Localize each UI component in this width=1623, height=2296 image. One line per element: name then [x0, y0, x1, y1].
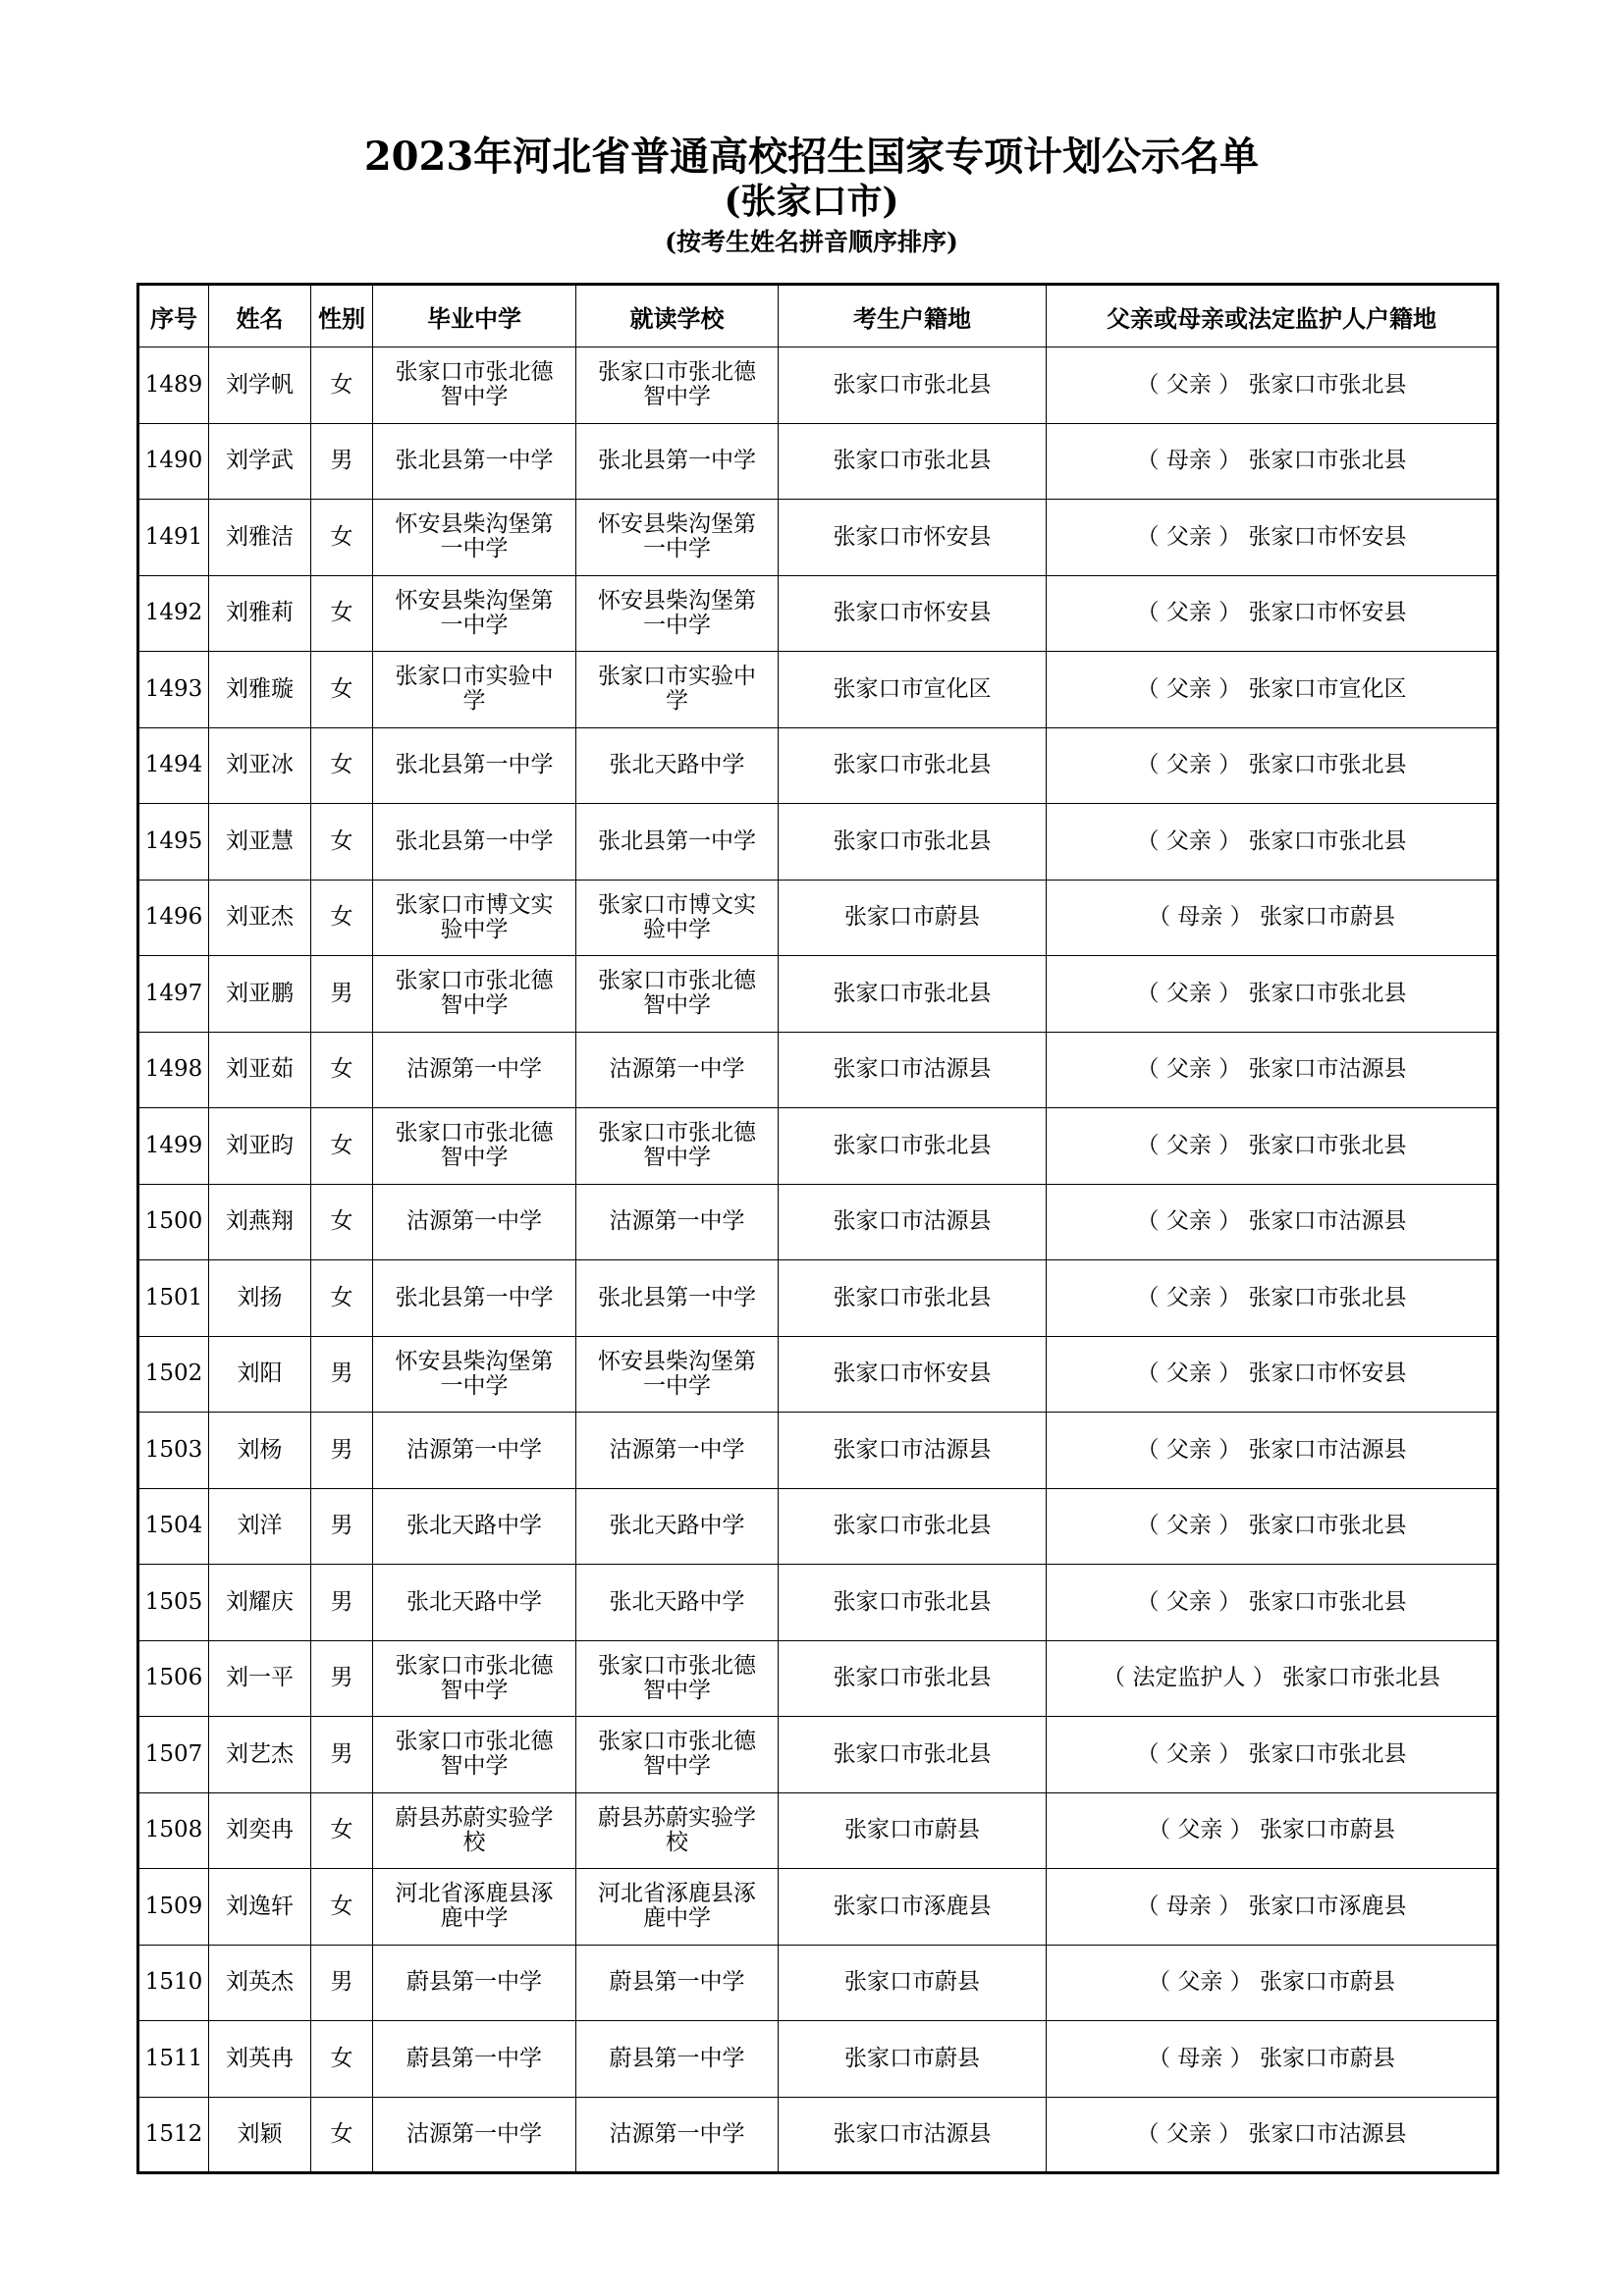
cell-name: 刘逸轩: [209, 1869, 311, 1946]
cell-household: 张家口市沽源县: [779, 1184, 1047, 1260]
cell-guardian: （ 父亲 ） 张家口市沽源县: [1047, 1184, 1498, 1260]
cell-guardian: （ 父亲 ） 张家口市沽源县: [1047, 1413, 1498, 1489]
cell-gender: 男: [311, 1488, 373, 1565]
cell-seq: 1506: [138, 1640, 209, 1717]
cell-current-school: [576, 2021, 779, 2098]
cell-seq: 1503: [138, 1413, 209, 1489]
cell-household: 张家口市怀安县: [779, 575, 1047, 652]
cell-guardian: （ 母亲 ） 张家口市张北县: [1047, 423, 1498, 500]
cell-guardian: （ 父亲 ） 张家口市怀安县: [1047, 1336, 1498, 1413]
cell-grad-school-text: 张家口市张北德智中学: [395, 1729, 554, 1780]
cell-household: 张家口市张北县: [779, 1488, 1047, 1565]
cell-guardian: （ 父亲 ） 张家口市宣化区: [1047, 652, 1498, 728]
header-grad-school: 毕业中学: [373, 285, 576, 347]
cell-household: 张家口市沽源县: [779, 1413, 1047, 1489]
cell-current-school-text: 张家口市张北德智中学: [598, 1652, 756, 1703]
cell-current-school: [576, 1413, 779, 1489]
cell-seq: 1510: [138, 1945, 209, 2021]
cell-grad-school: [373, 1640, 576, 1717]
cell-grad-school-text: 张家口市实验中学: [395, 664, 554, 715]
cell-household: 张家口市张北县: [779, 956, 1047, 1033]
cell-current-school-text: 张北县第一中学: [598, 1284, 756, 1310]
cell-guardian: （ 父亲 ） 张家口市张北县: [1047, 1260, 1498, 1337]
cell-name: 刘亚昀: [209, 1108, 311, 1185]
cell-household: 张家口市宣化区: [779, 652, 1047, 728]
cell-gender: 女: [311, 1260, 373, 1337]
cell-guardian: （ 父亲 ） 张家口市沽源县: [1047, 1032, 1498, 1108]
cell-grad-school-text: 蔚县第一中学: [406, 1969, 542, 1996]
cell-grad-school: [373, 1945, 576, 2021]
document-title: 2023年河北省普通高校招生国家专项计划公示名单: [363, 133, 1260, 180]
cell-name: 刘学武: [209, 423, 311, 500]
cell-guardian: （ 父亲 ） 张家口市张北县: [1047, 804, 1498, 881]
table-row: [138, 652, 1498, 728]
cell-grad-school-text: 怀安县柴沟堡第一中学: [395, 511, 554, 562]
cell-grad-school-text: 蔚县第一中学: [406, 2045, 542, 2071]
cell-grad-school: [373, 804, 576, 881]
cell-gender: 女: [311, 2021, 373, 2098]
cell-gender: 女: [311, 727, 373, 804]
cell-current-school-text: 张家口市张北德智中学: [598, 359, 756, 410]
cell-seq: 1489: [138, 347, 209, 424]
cell-grad-school-text: 蔚县苏蔚实验学校: [395, 1804, 554, 1855]
cell-seq: 1512: [138, 2097, 209, 2173]
cell-name: 刘亚鹏: [209, 956, 311, 1033]
cell-household: 张家口市蔚县: [779, 1945, 1047, 2021]
cell-household: 张家口市怀安县: [779, 1336, 1047, 1413]
cell-household: 张家口市张北县: [779, 1717, 1047, 1793]
cell-name: 刘亚慧: [209, 804, 311, 881]
cell-name: 刘雅莉: [209, 575, 311, 652]
cell-grad-school: [373, 423, 576, 500]
cell-guardian: （ 母亲 ） 张家口市涿鹿县: [1047, 1869, 1498, 1946]
cell-grad-school-text: 张家口市张北德智中学: [395, 968, 554, 1019]
cell-guardian: （ 法定监护人 ） 张家口市张北县: [1047, 1640, 1498, 1717]
cell-grad-school-text: 河北省涿鹿县涿鹿中学: [395, 1881, 554, 1932]
cell-current-school-text: 张北天路中学: [609, 1513, 745, 1539]
cell-name: 刘亚冰: [209, 727, 311, 804]
cell-guardian: （ 父亲 ） 张家口市沽源县: [1047, 2097, 1498, 2173]
cell-gender: 男: [311, 1717, 373, 1793]
cell-grad-school: [373, 2097, 576, 2173]
table-row: [138, 1717, 1498, 1793]
table-row: [138, 1184, 1498, 1260]
cell-current-school: [576, 2097, 779, 2173]
cell-guardian: （ 父亲 ） 张家口市张北县: [1047, 1488, 1498, 1565]
cell-gender: 男: [311, 1336, 373, 1413]
table-row: [138, 2097, 1498, 2173]
cell-grad-school: [373, 500, 576, 576]
cell-grad-school-text: 张家口市张北德智中学: [395, 359, 554, 410]
cell-grad-school-text: 张北县第一中学: [395, 752, 554, 778]
cell-current-school: [576, 956, 779, 1033]
cell-gender: 女: [311, 880, 373, 956]
table-body: [138, 347, 1498, 2173]
cell-guardian: （ 父亲 ） 张家口市蔚县: [1047, 1792, 1498, 1869]
cell-grad-school-text: 张家口市张北德智中学: [395, 1652, 554, 1703]
cell-current-school-text: 张家口市张北德智中学: [598, 1729, 756, 1780]
cell-current-school: [576, 727, 779, 804]
cell-current-school: [576, 652, 779, 728]
header-seq: 序号: [138, 285, 209, 347]
cell-seq: 1498: [138, 1032, 209, 1108]
cell-name: 刘奕冉: [209, 1792, 311, 1869]
cell-current-school: [576, 804, 779, 881]
cell-household: 张家口市沽源县: [779, 2097, 1047, 2173]
cell-gender: 女: [311, 1032, 373, 1108]
cell-household: 张家口市蔚县: [779, 880, 1047, 956]
cell-grad-school-text: 沽源第一中学: [406, 1056, 542, 1083]
cell-current-school-text: 蔚县第一中学: [609, 2045, 745, 2071]
cell-grad-school-text: 张北县第一中学: [395, 448, 554, 474]
cell-seq: 1509: [138, 1869, 209, 1946]
cell-current-school: [576, 1488, 779, 1565]
cell-household: 张家口市张北县: [779, 1640, 1047, 1717]
cell-seq: 1492: [138, 575, 209, 652]
cell-household: 张家口市涿鹿县: [779, 1869, 1047, 1946]
table-row: [138, 1640, 1498, 1717]
cell-current-school: [576, 1792, 779, 1869]
cell-current-school: [576, 1717, 779, 1793]
cell-grad-school: [373, 880, 576, 956]
cell-gender: 女: [311, 652, 373, 728]
cell-gender: 男: [311, 1413, 373, 1489]
cell-current-school-text: 河北省涿鹿县涿鹿中学: [598, 1881, 756, 1932]
table-row: [138, 1869, 1498, 1946]
table-row: [138, 956, 1498, 1033]
cell-name: 刘一平: [209, 1640, 311, 1717]
cell-current-school: [576, 500, 779, 576]
cell-current-school-text: 沽源第一中学: [609, 2120, 745, 2147]
cell-grad-school: [373, 1260, 576, 1337]
table-row: [138, 347, 1498, 424]
cell-current-school-text: 张北县第一中学: [598, 448, 756, 474]
cell-grad-school: [373, 652, 576, 728]
cell-gender: 男: [311, 1565, 373, 1641]
table-row: [138, 1792, 1498, 1869]
cell-current-school-text: 蔚县第一中学: [609, 1969, 745, 1996]
table-row: [138, 1413, 1498, 1489]
cell-current-school: [576, 1336, 779, 1413]
cell-name: 刘雅洁: [209, 500, 311, 576]
cell-current-school: [576, 1032, 779, 1108]
cell-seq: 1491: [138, 500, 209, 576]
cell-current-school-text: 张北天路中学: [609, 752, 745, 778]
cell-grad-school-text: 沽源第一中学: [406, 1208, 542, 1235]
cell-grad-school: [373, 2021, 576, 2098]
cell-household: 张家口市张北县: [779, 347, 1047, 424]
table-row: [138, 727, 1498, 804]
cell-current-school: [576, 1184, 779, 1260]
cell-name: 刘阳: [209, 1336, 311, 1413]
cell-gender: 女: [311, 2097, 373, 2173]
cell-guardian: （ 父亲 ） 张家口市张北县: [1047, 1565, 1498, 1641]
table-row: [138, 1032, 1498, 1108]
cell-seq: 1490: [138, 423, 209, 500]
table-row: [138, 575, 1498, 652]
cell-grad-school-text: 怀安县柴沟堡第一中学: [395, 587, 554, 638]
cell-guardian: （ 父亲 ） 张家口市张北县: [1047, 347, 1498, 424]
cell-guardian: （ 母亲 ） 张家口市蔚县: [1047, 880, 1498, 956]
cell-household: 张家口市张北县: [779, 804, 1047, 881]
cell-grad-school: [373, 1108, 576, 1185]
cell-grad-school: [373, 347, 576, 424]
cell-name: 刘耀庆: [209, 1565, 311, 1641]
cell-gender: 女: [311, 1869, 373, 1946]
cell-gender: 女: [311, 347, 373, 424]
cell-current-school: [576, 1945, 779, 2021]
document-subtitle-city: (张家口市): [724, 181, 899, 222]
cell-seq: 1505: [138, 1565, 209, 1641]
cell-current-school: [576, 1869, 779, 1946]
cell-seq: 1499: [138, 1108, 209, 1185]
cell-grad-school: [373, 727, 576, 804]
cell-gender: 男: [311, 1640, 373, 1717]
cell-current-school: [576, 1260, 779, 1337]
header-household: 考生户籍地: [779, 285, 1047, 347]
cell-name: 刘洋: [209, 1488, 311, 1565]
cell-grad-school: [373, 1413, 576, 1489]
cell-seq: 1511: [138, 2021, 209, 2098]
cell-name: 刘颖: [209, 2097, 311, 2173]
cell-seq: 1507: [138, 1717, 209, 1793]
cell-grad-school-text: 沽源第一中学: [406, 2120, 542, 2147]
cell-grad-school-text: 怀安县柴沟堡第一中学: [395, 1348, 554, 1399]
cell-current-school-text: 沽源第一中学: [609, 1056, 745, 1083]
cell-name: 刘杨: [209, 1413, 311, 1489]
cell-current-school: [576, 423, 779, 500]
cell-current-school: [576, 1640, 779, 1717]
cell-guardian: （ 父亲 ） 张家口市张北县: [1047, 1108, 1498, 1185]
cell-name: 刘雅璇: [209, 652, 311, 728]
cell-grad-school: [373, 1032, 576, 1108]
cell-gender: 女: [311, 575, 373, 652]
cell-current-school-text: 怀安县柴沟堡第一中学: [598, 511, 756, 562]
table-row: [138, 1945, 1498, 2021]
cell-household: 张家口市张北县: [779, 1260, 1047, 1337]
cell-seq: 1497: [138, 956, 209, 1033]
cell-seq: 1493: [138, 652, 209, 728]
cell-current-school: [576, 347, 779, 424]
roster-table: [136, 283, 1499, 2174]
cell-household: 张家口市张北县: [779, 727, 1047, 804]
cell-guardian: （ 父亲 ） 张家口市张北县: [1047, 956, 1498, 1033]
cell-seq: 1508: [138, 1792, 209, 1869]
cell-seq: 1494: [138, 727, 209, 804]
cell-grad-school-text: 张北天路中学: [406, 1588, 542, 1615]
cell-current-school-text: 沽源第一中学: [609, 1208, 745, 1235]
cell-gender: 男: [311, 956, 373, 1033]
cell-gender: 男: [311, 1945, 373, 2021]
cell-guardian: （ 父亲 ） 张家口市蔚县: [1047, 1945, 1498, 2021]
cell-guardian: （ 父亲 ） 张家口市怀安县: [1047, 575, 1498, 652]
table-row: [138, 804, 1498, 881]
cell-grad-school-text: 张北县第一中学: [395, 1284, 554, 1310]
cell-grad-school: [373, 1336, 576, 1413]
cell-guardian: （ 母亲 ） 张家口市蔚县: [1047, 2021, 1498, 2098]
cell-current-school-text: 怀安县柴沟堡第一中学: [598, 587, 756, 638]
cell-guardian: （ 父亲 ） 张家口市张北县: [1047, 1717, 1498, 1793]
cell-grad-school: [373, 956, 576, 1033]
cell-grad-school: [373, 1869, 576, 1946]
table-row: [138, 1565, 1498, 1641]
cell-current-school: [576, 880, 779, 956]
cell-gender: 女: [311, 1108, 373, 1185]
cell-guardian: （ 父亲 ） 张家口市张北县: [1047, 727, 1498, 804]
cell-seq: 1495: [138, 804, 209, 881]
cell-grad-school-text: 沽源第一中学: [406, 1436, 542, 1463]
cell-current-school-text: 沽源第一中学: [609, 1436, 745, 1463]
table-row: [138, 423, 1498, 500]
table-header-row: [138, 285, 1498, 347]
cell-current-school-text: 怀安县柴沟堡第一中学: [598, 1348, 756, 1399]
cell-name: 刘扬: [209, 1260, 311, 1337]
cell-gender: 女: [311, 804, 373, 881]
cell-current-school-text: 张家口市实验中学: [598, 664, 756, 715]
cell-name: 刘燕翔: [209, 1184, 311, 1260]
cell-current-school-text: 蔚县苏蔚实验学校: [598, 1804, 756, 1855]
table-row: [138, 1488, 1498, 1565]
cell-grad-school: [373, 1488, 576, 1565]
cell-gender: 男: [311, 423, 373, 500]
cell-current-school: [576, 1108, 779, 1185]
table-row: [138, 1108, 1498, 1185]
cell-name: 刘艺杰: [209, 1717, 311, 1793]
cell-current-school-text: 张家口市张北德智中学: [598, 1120, 756, 1171]
cell-household: 张家口市沽源县: [779, 1032, 1047, 1108]
cell-current-school-text: 张家口市博文实验中学: [598, 891, 756, 942]
header-name: 姓名: [209, 285, 311, 347]
header-gender: 性别: [311, 285, 373, 347]
cell-household: 张家口市张北县: [779, 423, 1047, 500]
table-row: [138, 2021, 1498, 2098]
cell-grad-school: [373, 1792, 576, 1869]
cell-grad-school-text: 张北天路中学: [406, 1513, 542, 1539]
cell-guardian: （ 父亲 ） 张家口市怀安县: [1047, 500, 1498, 576]
document-subtitle-sort: (按考生姓名拼音顺序排序): [665, 228, 958, 256]
cell-seq: 1500: [138, 1184, 209, 1260]
cell-current-school-text: 张北县第一中学: [598, 828, 756, 854]
cell-seq: 1501: [138, 1260, 209, 1337]
cell-seq: 1496: [138, 880, 209, 956]
header-guardian: 父亲或母亲或法定监护人户籍地: [1047, 285, 1498, 347]
cell-household: 张家口市蔚县: [779, 2021, 1047, 2098]
cell-gender: 女: [311, 1792, 373, 1869]
cell-household: 张家口市张北县: [779, 1565, 1047, 1641]
cell-name: 刘英冉: [209, 2021, 311, 2098]
cell-gender: 女: [311, 1184, 373, 1260]
cell-household: 张家口市怀安县: [779, 500, 1047, 576]
cell-name: 刘学帆: [209, 347, 311, 424]
cell-current-school-text: 张家口市张北德智中学: [598, 968, 756, 1019]
cell-name: 刘亚茹: [209, 1032, 311, 1108]
cell-grad-school-text: 张家口市博文实验中学: [395, 891, 554, 942]
cell-name: 刘亚杰: [209, 880, 311, 956]
cell-grad-school: [373, 1184, 576, 1260]
cell-grad-school-text: 张北县第一中学: [395, 828, 554, 854]
cell-grad-school: [373, 1565, 576, 1641]
table-row: [138, 880, 1498, 956]
cell-grad-school-text: 张家口市张北德智中学: [395, 1120, 554, 1171]
cell-seq: 1502: [138, 1336, 209, 1413]
cell-grad-school: [373, 575, 576, 652]
table-row: [138, 1336, 1498, 1413]
table-row: [138, 1260, 1498, 1337]
cell-seq: 1504: [138, 1488, 209, 1565]
cell-household: 张家口市蔚县: [779, 1792, 1047, 1869]
cell-name: 刘英杰: [209, 1945, 311, 2021]
header-current-school: 就读学校: [576, 285, 779, 347]
cell-household: 张家口市张北县: [779, 1108, 1047, 1185]
table-row: [138, 500, 1498, 576]
cell-current-school: [576, 575, 779, 652]
cell-current-school: [576, 1565, 779, 1641]
cell-current-school-text: 张北天路中学: [609, 1588, 745, 1615]
cell-gender: 女: [311, 500, 373, 576]
cell-grad-school: [373, 1717, 576, 1793]
